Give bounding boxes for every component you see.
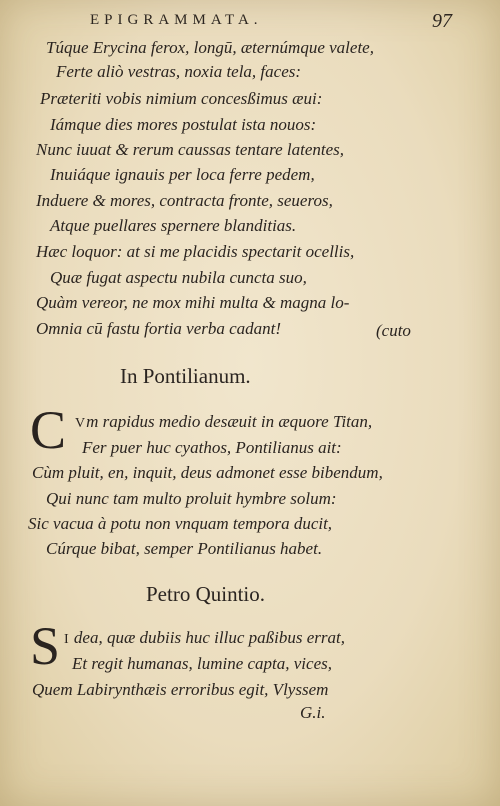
first-line-text: dea, quæ dubiis huc illuc paßibus errat, <box>73 628 345 647</box>
verse-line: Fer puer huc cyathos, Pontilianus ait: <box>82 438 342 457</box>
verse-line: Inuiáque ignauis per loca ferre pedem, <box>50 165 315 184</box>
verse-line: Ferte aliò vestras, noxia tela, faces: <box>56 62 302 81</box>
catchword-turnover: (cuto <box>376 321 411 340</box>
verse-line: Hæc loquor: at si me placidis spectarit ocellis, <box>36 242 355 261</box>
drop-cap: C <box>30 400 67 460</box>
verse-line: Quem Labirynthæis erroribus egit, Vlyssem <box>32 680 329 699</box>
verse-line: Túque Erycina ferox, longū, æternúmque valete, <box>46 38 374 57</box>
verse-line: Atque puellares spernere blanditias. <box>50 216 297 235</box>
signature-mark: G.i. <box>300 703 326 722</box>
drop-cap: S <box>30 616 61 676</box>
running-head: EPIGRAMMATA. <box>90 12 263 28</box>
verse-line: Qui nunc tam multo proluit hymbre solum: <box>46 489 337 508</box>
initial-caps: I <box>64 632 70 647</box>
verse-line: Iámque dies mores postulat ista nouos: <box>50 115 317 134</box>
verse-line: Et regit humanas, lumine capta, vices, <box>72 654 332 673</box>
verse-line <box>64 628 345 648</box>
poem-title: Petro Quintio. <box>146 582 265 606</box>
verse-line: Quàm vereor, ne mox mihi multa & magna lo- <box>36 293 350 312</box>
verse-line: Omnia cū fastu fortia verba cadant! <box>36 319 282 338</box>
verse-line: Quæ fugat aspectu nubila cuncta suo, <box>50 268 307 287</box>
page-header <box>0 10 500 34</box>
initial-caps: V <box>75 416 87 431</box>
first-line-text: m rapidus medio desæuit in æquore Titan, <box>86 412 373 431</box>
verse-line: Nunc iuuat & rerum caussas tentare latentes, <box>36 140 345 159</box>
verse-line: Cùm pluit, en, inquit, deus admonet esse bibendum, <box>32 463 383 482</box>
verse-line: Induere & mores, contracta fronte, seueros, <box>36 191 333 210</box>
verse-line: Sic vacua à potu non vnquam tempora ducit, <box>28 514 333 533</box>
verse-line: Cúrque bibat, semper Pontilianus habet. <box>46 539 323 558</box>
poem-title: In Pontilianum. <box>120 364 251 388</box>
verse-line <box>75 412 372 432</box>
verse-line: Præteriti vobis nimium concesßimus æui: <box>40 89 323 108</box>
page-number: 97 <box>432 10 452 32</box>
